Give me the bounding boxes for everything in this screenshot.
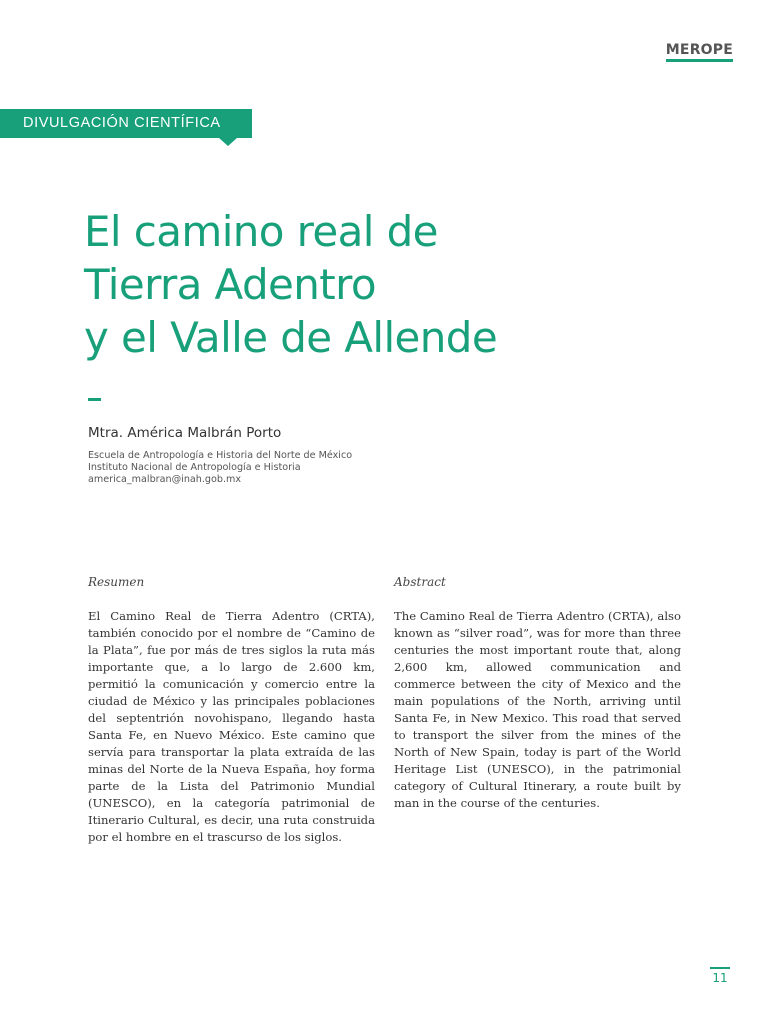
title-line: y el Valle de Allende [84, 313, 498, 362]
abstract-heading: Abstract [394, 575, 446, 589]
author-affiliation [88, 450, 352, 486]
article-title [84, 205, 724, 364]
author-name: Mtra. América Malbrán Porto [88, 425, 282, 441]
publication-brand: MEROPE [666, 42, 733, 62]
author-email[interactable]: america_malbran@inah.gob.mx [88, 474, 242, 485]
abstract-text: The Camino Real de Tierra Adentro (CRTA), also known as “silver road”, was for more than three centuries the most important route that, along 2,600 km, allowed communication and commerce between the city of Mexico and the main populations of the North, arriving until Santa Fe, in New Mexico. This road that served to transport the silver from the mines of the North of New Spain, today is part of the World Heritage List (UNESCO), in the patrimonial category of Cultural Itinerary, a route built by man in the course of the centuries. [394, 609, 681, 810]
title-line: El camino real de [84, 207, 438, 256]
affiliation-line: Instituto Nacional de Antropología e Historia [88, 462, 301, 473]
section-tab-notch [219, 138, 237, 146]
title-divider [88, 398, 101, 401]
affiliation-line: Escuela de Antropología e Historia del Norte de México [88, 450, 353, 461]
title-line: Tierra Adentro [84, 260, 376, 309]
page-number: 11 [710, 967, 730, 985]
resumen-text: El Camino Real de Tierra Adentro (CRTA), también conocido por el nombre de “Camino de la Plata”, fue por más de tres siglos la ruta más importante que, a lo largo de 2.600 km, permitió la comunicación y comercio entre la ciudad de México y las principales poblaciones del septentrión novohispano, llegando hasta Santa Fe, en Nuevo México. Este camino que servía para transportar la plata extraída de las minas del Norte de la Nueva España, hoy forma parte de la Lista del Patrimonio Mundial (UNESCO), en la categoría patrimonial de Itinerario Cultural, es decir, una ruta construida por el hombre en el trascurso de los siglos. [88, 609, 375, 844]
section-tab [0, 109, 252, 138]
resumen-heading: Resumen [88, 575, 145, 589]
section-label: DIVULGACIÓN CIENTÍFICA [23, 115, 221, 131]
